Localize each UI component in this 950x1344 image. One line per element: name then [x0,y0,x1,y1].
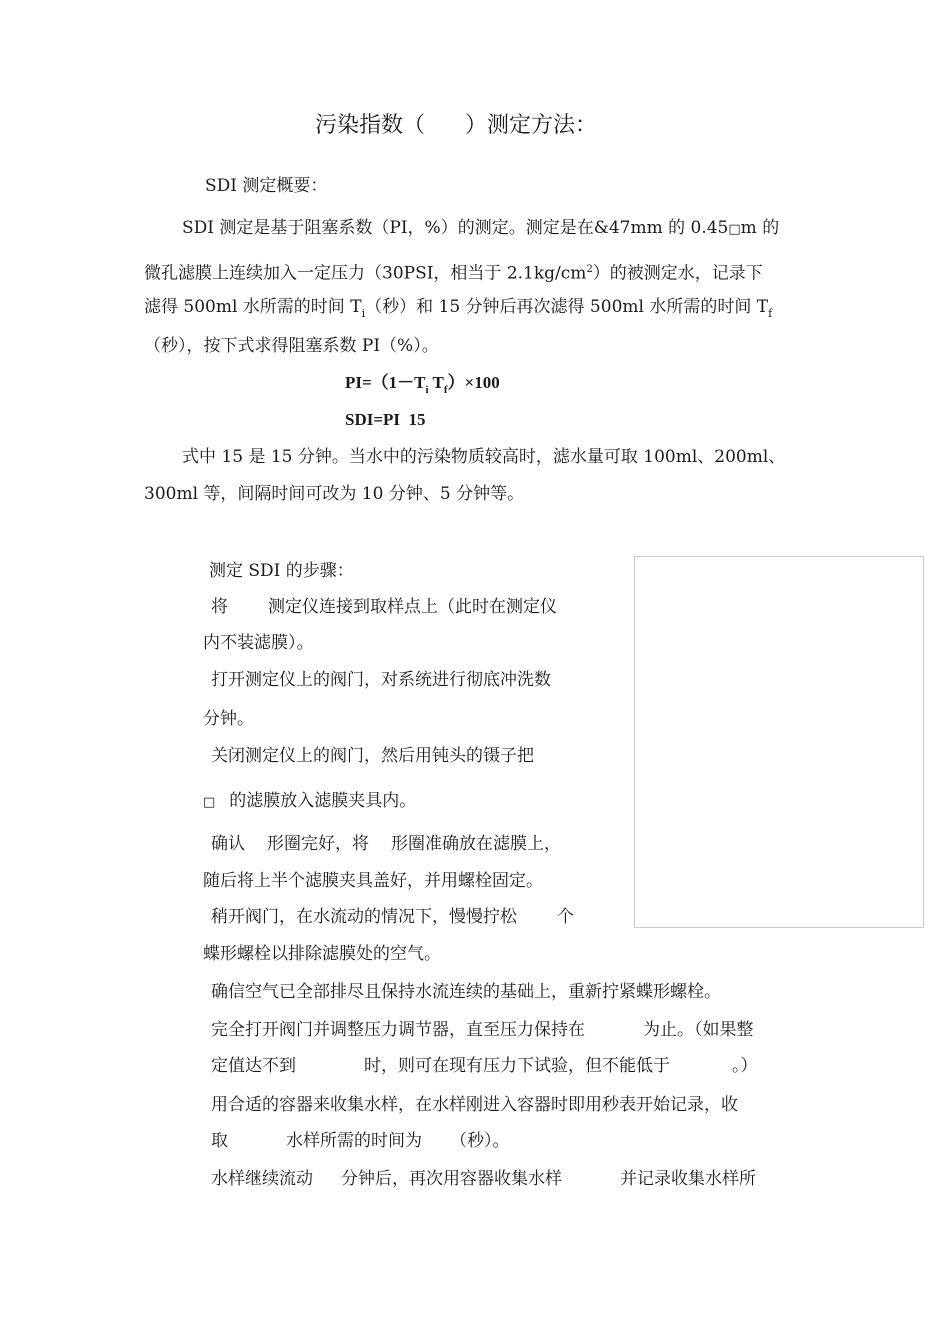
step-4-line-2: 随后将上半个滤膜夹具盖好，并用螺栓固定。 [203,871,543,891]
overview-note-line-2: 300ml 等，间隔时间可改为 10 分钟、5 分钟等。 [144,484,525,504]
formula-sdi: SDI=PI 15 [345,410,426,429]
missing-glyph-icon: □ [203,795,216,810]
step-3-line-1: 关闭测定仪上的阀门，然后用钝头的镊子把 [211,746,534,766]
overview-note-line-1: 式中 15 是 15 分钟。当水中的污染物质较高时，滤水量可取 100ml、200ml、 [182,447,786,467]
step-2-line-1: 打开测定仪上的阀门，对系统进行彻底冲洗数 [211,670,551,690]
step-5-line-1: 稍开阀门，在水流动的情况下，慢慢拧松 个 [211,907,574,927]
step-8-line-2: 取 水样所需的时间为 （秒）。 [211,1131,510,1151]
step-1-line-2: 内不装滤膜）。 [203,633,314,653]
step-7-line-2: 定值达不到 时，则可在现有压力下试验，但不能低于 。） [211,1056,758,1076]
step-5-line-2: 蝶形螺栓以排除滤膜处的空气。 [203,944,441,964]
step-6: 确信空气已全部排尽且保持水流连续的基础上，重新拧紧蝶形螺栓。 [211,982,721,1002]
overview-line-2: 微孔滤膜上连续加入一定压力（30PSI，相当于 $2.1kg/cm^2$）的被测定水，记录下 [144,263,763,284]
step-4-line-1: 确认 形圈完好，将 形圈准确放在滤膜上， [211,834,561,854]
title-left: 污染指数（ [315,113,426,138]
step-1-line-1: 将 测定仪连接到取样点上（此时在测定仪 [211,597,557,617]
step-8-line-1: 用合适的容器来收集水样，在水样刚进入容器时即用秒表开始记录，收 [211,1095,738,1115]
overview-heading: SDI 测定概要： [205,176,328,196]
formula-pi: $PI=(1-T_i$ $T_f)\times 100$ [345,373,500,396]
step-3-line-2: □ 的滤膜放入滤膜夹具内。 [203,791,417,811]
figure-frame [634,556,924,928]
overview-line-4: （秒），按下式求得阻塞系数 PI（%）。 [144,336,439,356]
step-9-line-1: 水样继续流动 分钟后，再次用容器收集水样 并记录收集水样所 [211,1169,756,1189]
step-7-line-1: 完全打开阀门并调整压力调节器，直至压力保持在 为止。（如果整 [211,1020,754,1040]
step-2-line-2: 分钟。 [203,709,254,729]
steps-heading: 测定 SDI 的步骤： [209,561,354,581]
title-right: ）测定方法： [465,113,598,138]
overview-line-3: 滤得 500ml 水所需的时间 $T_i$（秒）和 15 分钟后再次滤得 500ml 水所需的时间 $T_f$ [144,297,773,320]
missing-glyph-icon: □ [728,222,741,237]
overview-line-1: SDI 测定是基于阻塞系数（PI，%）的测定。测定是在&47mm 的 0.45□m 的 [182,218,780,238]
page-title [315,112,597,140]
